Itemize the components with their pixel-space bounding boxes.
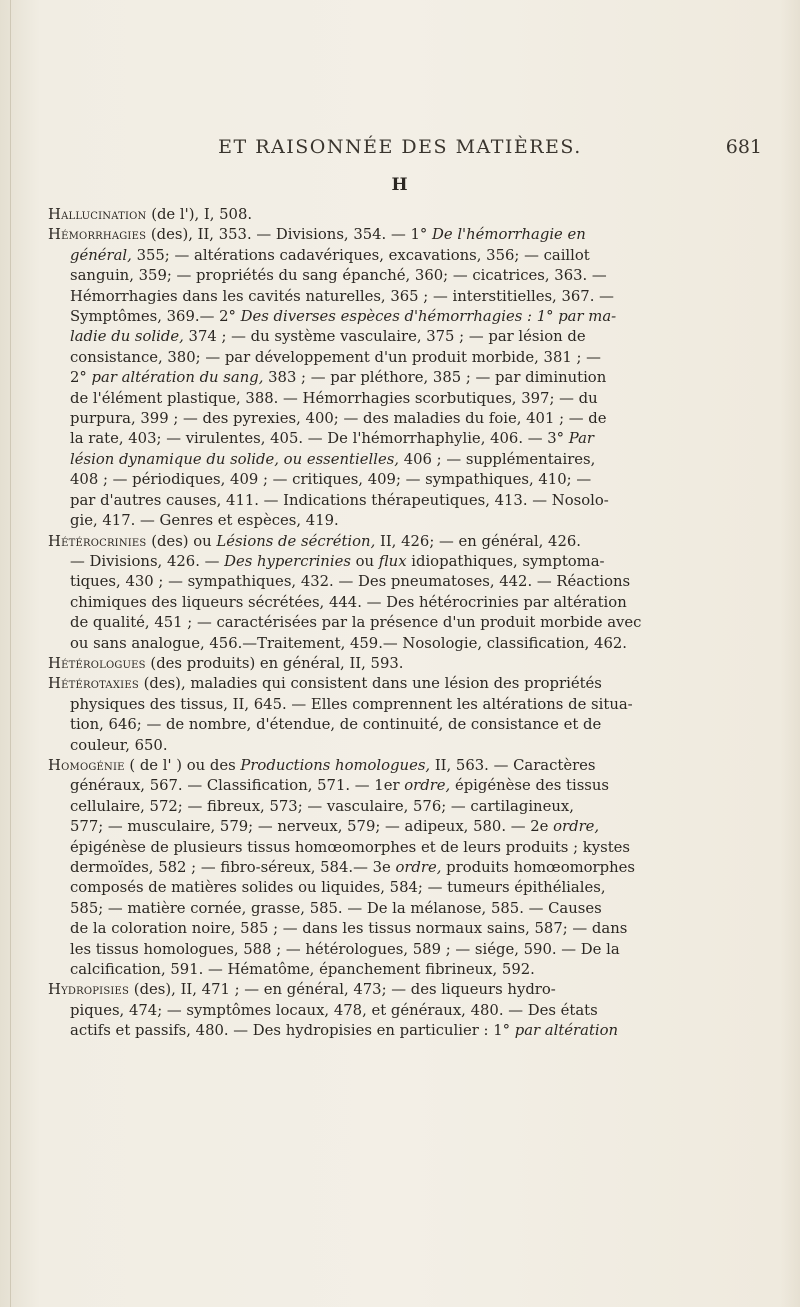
index-entries — [48, 205, 764, 1042]
entry-text: épigénèse des tissus — [450, 777, 609, 795]
index-continuation-line — [48, 838, 764, 858]
entry-text: actifs et passifs, 480. — Des hydropisies en particulier : 1° — [70, 1022, 515, 1040]
index-continuation-line — [48, 695, 764, 715]
entry-text: ( de l' ) ou des — [124, 756, 241, 774]
entry-text: II, 426; — en général, 426. — [375, 532, 581, 550]
index-continuation-line — [48, 348, 764, 368]
index-headword: Hétérotaxies — [48, 675, 139, 693]
entry-text: ou sans analogue, 456.—Traitement, 459.— Nosologie, classification, 462. — [70, 634, 628, 652]
entry-text: 2° — [70, 369, 92, 387]
italic-text: ordre, — [404, 777, 451, 795]
index-entry-line — [48, 225, 764, 245]
italic-text: ordre, — [395, 859, 442, 876]
entry-text: ou — [350, 552, 379, 570]
index-entry-line — [48, 674, 764, 694]
index-entry-line — [48, 532, 764, 552]
index-continuation-line — [48, 389, 764, 409]
entry-text: (des) ou — [146, 532, 217, 550]
index-continuation-line — [48, 878, 764, 898]
index-continuation-line — [48, 409, 764, 429]
index-continuation-line — [48, 511, 764, 531]
entry-text: consistance, 380; — par développement d'un produit morbide, 381 ; — — [70, 348, 601, 366]
index-continuation-line — [48, 327, 764, 347]
page-number: 681 — [725, 136, 762, 158]
entry-text: 355; — altérations cadavériques, excavations, 356; — caillot — [131, 246, 590, 264]
index-continuation-line — [48, 776, 764, 796]
entry-text: épigénèse de plusieurs tissus homœomorphes et de leurs produits ; kystes — [70, 838, 631, 856]
entry-text: de qualité, 451 ; — caractérisées par la présence d'un produit morbide avec — [70, 614, 642, 632]
index-continuation-line — [48, 736, 764, 756]
index-headword: Hallucination — [48, 206, 147, 223]
entry-text: de l'élément plastique, 388. — Hémorrhagies scorbutiques, 397; — du — [70, 389, 598, 407]
index-continuation-line — [48, 429, 764, 449]
index-continuation-line — [48, 817, 764, 837]
index-continuation-line — [48, 858, 764, 878]
italic-text: flux — [378, 552, 407, 570]
index-continuation-line — [48, 960, 764, 980]
section-letter: H — [391, 175, 409, 195]
index-continuation-line — [48, 491, 764, 511]
index-continuation-line — [48, 919, 764, 939]
italic-text: par altération du sang, — [91, 369, 264, 387]
italic-text: ordre, — [553, 818, 600, 836]
entry-text: purpura, 399 ; — des pyrexies, 400; — des maladies du foie, 401 ; — de — [70, 410, 607, 428]
page-gutter-edge — [10, 0, 11, 1307]
entry-text: calcification, 591. — Hématôme, épanchement fibrineux, 592. — [70, 961, 535, 979]
entry-text: chimiques des liqueurs sécrétées, 444. — Des hétérocrinies par altération — [70, 593, 627, 611]
entry-text: 408 ; — périodiques, 409 ; — critiques, 409; — sympathiques, 410; — — [70, 471, 592, 489]
italic-text: Des hypercrinies — [224, 552, 351, 570]
entry-text: tiques, 430 ; — sympathiques, 432. — Des pneumatoses, 442. — Réactions — [70, 573, 631, 591]
index-headword: Hydropisies — [48, 981, 130, 999]
index-continuation-line — [48, 899, 764, 919]
entry-text: 585; — matière cornée, grasse, 585. — De la mélanose, 585. — Causes — [70, 899, 602, 917]
index-entry-line — [48, 654, 764, 674]
entry-text: (des), II, 471 ; — en général, 473; — des liqueurs hydro- — [129, 981, 556, 999]
index-continuation-line — [48, 634, 764, 654]
index-continuation-line — [48, 797, 764, 817]
italic-text: lésion dynamique du solide, ou essentielles, — [70, 450, 399, 468]
entry-text: les tissus homologues, 588 ; — hétérologues, 589 ; — siége, 590. — De la — [70, 940, 620, 958]
index-continuation-line — [48, 266, 764, 286]
italic-text: Lésions de sécrétion, — [216, 532, 376, 550]
entry-text: physiques des tissus, II, 645. — Elles comprennent les altérations de situa- — [70, 695, 633, 713]
index-continuation-line — [48, 613, 764, 633]
entry-text: couleur, 650. — [70, 736, 168, 754]
entry-text: 406 ; — supplémentaires, — [399, 450, 596, 468]
italic-text: général, — [70, 246, 132, 264]
italic-text: Des diverses espèces d'hémorrhagies : 1° par ma- — [240, 308, 617, 326]
entry-text: cellulaire, 572; — fibreux, 573; — vasculaire, 576; — cartilagineux, — [70, 797, 574, 815]
index-continuation-line — [48, 572, 764, 592]
entry-text: 383 ; — par pléthore, 385 ; — par diminution — [263, 369, 607, 387]
index-continuation-line — [48, 940, 764, 960]
entry-text: piques, 474; — symptômes locaux, 478, et généraux, 480. — Des états — [70, 1001, 598, 1019]
index-continuation-line — [48, 715, 764, 735]
running-head: ET RAISONNÉE DES MATIÈRES. — [218, 136, 582, 158]
entry-text: 577; — musculaire, 579; — nerveux, 579; — adipeux, 580. — 2e — [70, 818, 554, 836]
entry-text: idiopathiques, symptoma- — [406, 552, 605, 570]
entry-text: (des), II, 353. — Divisions, 354. — 1° — [146, 226, 432, 244]
entry-text: généraux, 567. — Classification, 571. — 1er — [70, 777, 405, 795]
entry-text: Hémorrhagies dans les cavités naturelles, 365 ; — interstitielles, 367. — — [70, 287, 614, 305]
entry-text: (de l'), I, 508. — [146, 206, 253, 223]
index-continuation-line — [48, 1021, 764, 1041]
entry-text: (des), maladies qui consistent dans une lésion des propriétés — [138, 675, 602, 693]
entry-text: dermoïdes, 582 ; — fibro-séreux, 584.— 3e — [70, 859, 396, 876]
entry-text: de la coloration noire, 585 ; — dans les tissus normaux sains, 587; — dans — [70, 920, 628, 938]
entry-text: sanguin, 359; — propriétés du sang épanché, 360; — cicatrices, 363. — — [70, 267, 607, 285]
entry-text: Symptômes, 369.— 2° — [70, 308, 241, 326]
index-headword: Homogénie — [48, 756, 125, 774]
index-continuation-line — [48, 246, 764, 266]
index-headword: Hémorrhagies — [48, 226, 147, 244]
index-continuation-line — [48, 552, 764, 572]
index-continuation-line — [48, 470, 764, 490]
index-continuation-line — [48, 1001, 764, 1021]
entry-text: la rate, 403; — virulentes, 405. — De l'hémorrhaphylie, 406. — 3° — [70, 430, 569, 448]
italic-text: Productions homologues, — [240, 756, 431, 774]
index-entry-line — [48, 756, 764, 776]
index-continuation-line — [48, 593, 764, 613]
entry-text: II, 563. — Caractères — [430, 756, 596, 774]
entry-text: produits homœomorphes — [441, 859, 635, 876]
index-entry-line — [48, 205, 764, 225]
entry-text: — Divisions, 426. — — [70, 552, 225, 570]
page-header — [0, 136, 800, 166]
index-headword: Hétérologues — [48, 654, 146, 672]
index-continuation-line — [48, 287, 764, 307]
entry-text: tion, 646; — de nombre, d'étendue, de continuité, de consistance et de — [70, 716, 602, 734]
entry-text: 374 ; — du système vasculaire, 375 ; — par lésion de — [183, 328, 586, 346]
italic-text: De l'hémorrhagie en — [432, 226, 586, 244]
index-continuation-line — [48, 368, 764, 388]
entry-text: (des produits) en général, II, 593. — [145, 654, 404, 672]
italic-text: par altération — [514, 1022, 619, 1040]
italic-text: Par — [568, 430, 594, 448]
entry-text: par d'autres causes, 411. — Indications thérapeutiques, 413. — Nosolo- — [70, 491, 609, 509]
index-continuation-line — [48, 307, 764, 327]
index-continuation-line — [48, 450, 764, 470]
entry-text: composés de matières solides ou liquides, 584; — tumeurs épithéliales, — [70, 879, 606, 897]
italic-text: ladie du solide, — [70, 328, 184, 346]
index-entry-line — [48, 980, 764, 1000]
entry-text: gie, 417. — Genres et espèces, 419. — [70, 512, 339, 530]
index-headword: Hétérocrinies — [48, 532, 147, 550]
